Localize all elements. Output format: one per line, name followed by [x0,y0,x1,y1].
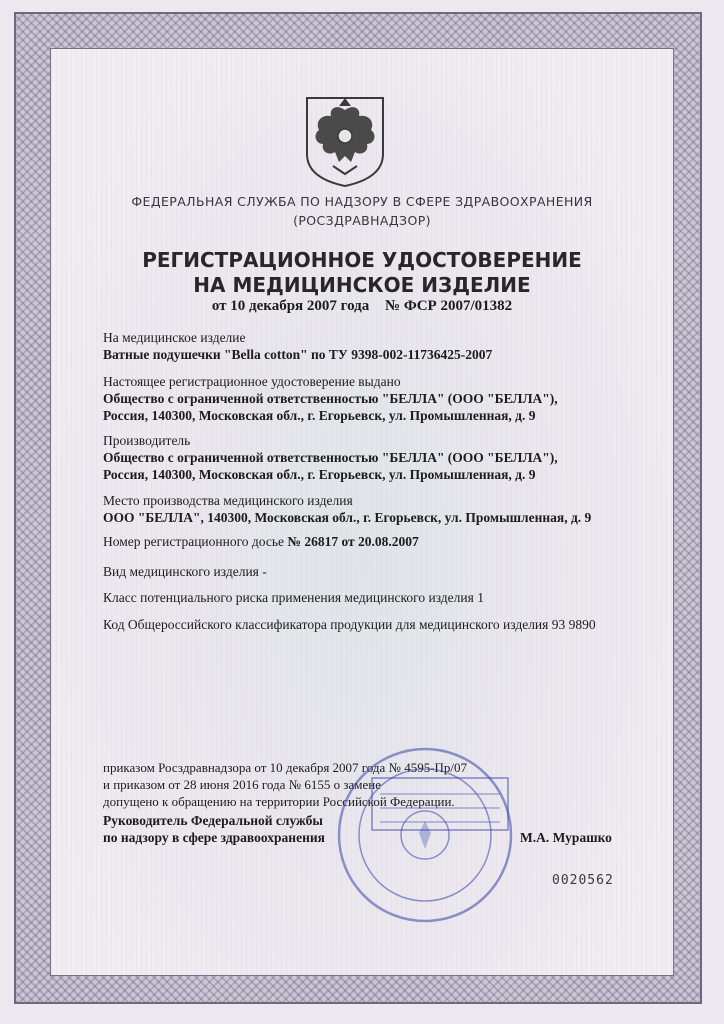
dossier-section [103,533,643,550]
risk-class-line: Класс потенциального риска применения медицинского изделия 1 [103,590,484,605]
device-label: На медицинское изделие [103,330,246,345]
order-line-1: приказом Росздравнадзора от 10 декабря 2007 года № 4595-Пр/07 [103,760,468,775]
issued-to-line-2: Россия, 140300, Московская обл., г. Егорьевск, ул. Промышленная, д. 9 [103,408,536,423]
document-title [96,248,628,298]
agency-abbreviation: (РОСЗДРАВНАДЗОР) [293,213,431,228]
issued-to-section [103,373,643,424]
okp-code-line: Код Общероссийского классификатора продукции для медицинского изделия 93 9890 [103,617,596,632]
signer-role [103,812,325,846]
signer-name: М.А. Мурашко [520,830,612,845]
order-line-3: допущено к обращению на территории Российской Федерации. [103,794,455,809]
signer-role-line-2: по надзору в сфере здравоохранения [103,830,325,845]
order-line-2: и приказом от 28 июня 2016 года № 6155 о замене [103,777,381,792]
device-value: Ватные подушечки "Bella cotton" по ТУ 9398-002-11736425-2007 [103,347,493,362]
agency-header [96,192,628,230]
issued-to-line-1: Общество с ограниченной ответственностью "БЕЛЛА" (ООО "БЕЛЛА"), [103,391,558,406]
issued-to-label: Настоящее регистрационное удостоверение выдано [103,374,401,389]
manufacturer-label: Производитель [103,433,191,448]
production-site-section [103,492,643,526]
manufacturer-line-1: Общество с ограниченной ответственностью "БЕЛЛА" (ООО "БЕЛЛА"), [103,450,558,465]
coat-of-arms-emblem [303,92,387,188]
dossier-label: Номер регистрационного досье [103,534,285,549]
dossier-value: № 26817 от 20.08.2007 [287,534,419,549]
signer-role-line-1: Руководитель Федеральной службы [103,813,323,828]
manufacturer-line-2: Россия, 140300, Московская обл., г. Егорьевск, ул. Промышленная, д. 9 [103,467,536,482]
title-line-2: НА МЕДИЦИНСКОЕ ИЗДЕЛИЕ [193,273,531,297]
device-type-line: Вид медицинского изделия - [103,564,267,579]
issue-dateline [96,298,628,315]
certificate-number: № ФСР 2007/01382 [385,298,513,314]
device-section [103,329,643,363]
form-serial-number: 0020562 [552,873,614,888]
title-line-1: РЕГИСТРАЦИОННОЕ УДОСТОВЕРЕНИЕ [142,248,582,272]
production-site-label: Место производства медицинского изделия [103,493,353,508]
manufacturer-section [103,432,643,483]
official-round-seal [335,745,515,925]
production-site-value: ООО "БЕЛЛА", 140300, Московская обл., г. Егорьевск, ул. Промышленная, д. 9 [103,510,592,525]
agency-name: ФЕДЕРАЛЬНАЯ СЛУЖБА ПО НАДЗОРУ В СФЕРЕ ЗДРАВООХРАНЕНИЯ [131,194,593,209]
issue-date: от 10 декабря 2007 года [211,298,370,314]
